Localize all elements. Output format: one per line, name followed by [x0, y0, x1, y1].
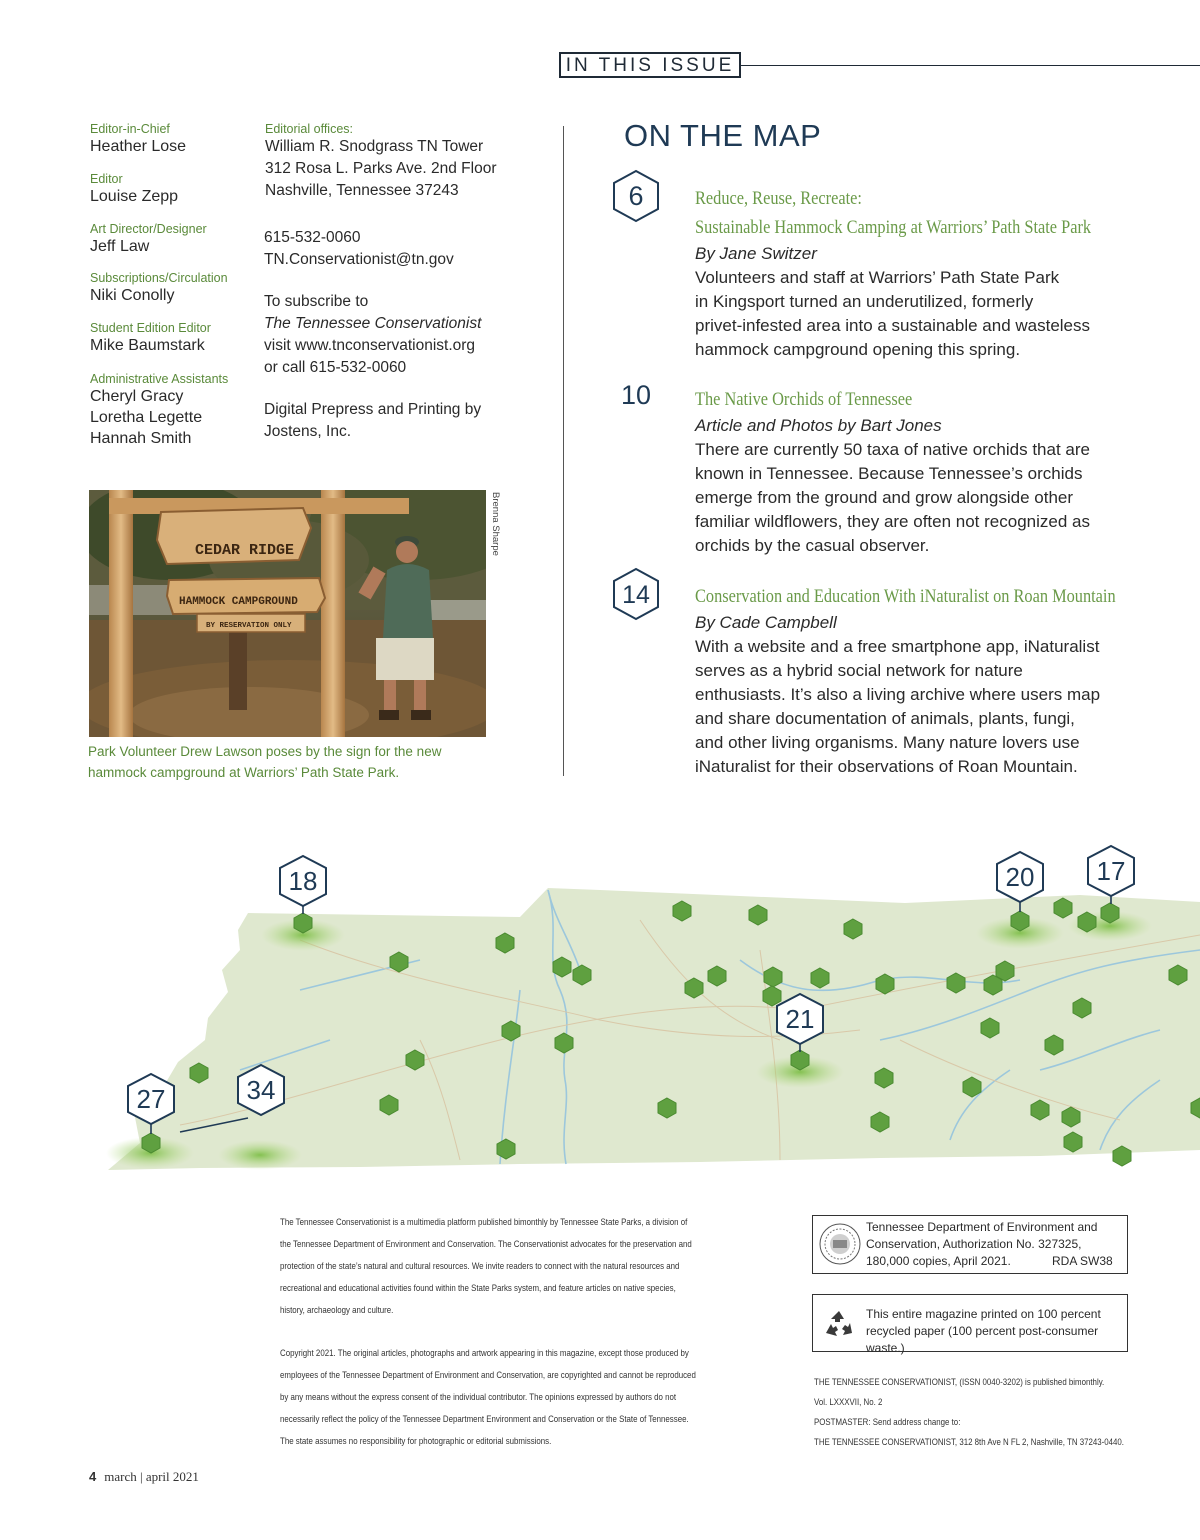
printing-line: Digital Prepress and Printing by: [264, 401, 482, 418]
tdec-line: Conservation, Authorization No. 327325,: [866, 1237, 1082, 1251]
article-byline: By Cade Campbell: [695, 613, 837, 632]
folio-page-number: 4: [89, 1469, 97, 1484]
staff-name: Niki Conolly: [90, 287, 175, 304]
recycled-paper-box: [812, 1294, 1128, 1355]
legal-line: by any means without the express consent of the individual contributor. The opinions expressed by authors do not: [280, 1392, 677, 1403]
sign-text: HAMMOCK CAMPGROUND: [179, 596, 298, 608]
marker-label: 21: [785, 1004, 815, 1034]
article-body-line: known in Tennessee. Because Tennessee’s orchids: [695, 464, 1083, 483]
page-number: 14: [622, 581, 650, 609]
copyright-statement: [280, 1343, 781, 1453]
marker-label: 18: [288, 866, 318, 896]
article-title: Reduce, Reuse, Recreate:: [695, 188, 862, 209]
tennessee-seal-icon: [819, 1223, 861, 1269]
masthead-staff: [90, 122, 186, 157]
marker-label: 34: [246, 1075, 276, 1105]
article-title: The Native Orchids of Tennessee: [695, 389, 913, 410]
page-folio: [89, 1469, 199, 1485]
staff-role: Student Edition Editor: [90, 321, 211, 335]
article-body-line: emerge from the ground and grow alongside other: [695, 488, 1074, 507]
sign-text: BY RESERVATION ONLY: [206, 622, 292, 630]
marker-label: 20: [1005, 862, 1035, 892]
article-body-line: familiar wildflowers, they are often not recognized as: [695, 512, 1090, 531]
article-byline: By Jane Switzer: [695, 244, 817, 263]
marker-label: 17: [1096, 856, 1126, 886]
legal-line: Copyright 2021. The original articles, photographs and artwork appearing in this magazine, except those produced by: [280, 1348, 689, 1359]
staff-role: Subscriptions/Circulation: [90, 271, 228, 285]
staff-name: Cheryl Gracy: [90, 388, 184, 405]
legal-line: The state assumes no responsibility for photographic or editorial submissions.: [280, 1436, 552, 1447]
page-number: 10: [621, 380, 652, 410]
caption-line: Park Volunteer Drew Lawson poses by the sign for the new: [88, 744, 442, 759]
staff-role: Administrative Assistants: [90, 372, 229, 386]
article-body-line: Volunteers and staff at Warriors’ Path State Park: [695, 268, 1060, 287]
staff-name: Jeff Law: [90, 238, 150, 255]
tennessee-map: [0, 840, 1200, 1180]
recycle-icon: [823, 1308, 855, 1344]
page-number: 6: [628, 181, 644, 211]
article-body-line: There are currently 50 taxa of native orchids that are: [695, 440, 1090, 459]
photo-credit: Brenna Sharpe: [490, 492, 501, 556]
map-marker-34: [238, 1065, 284, 1115]
marker-label: 27: [136, 1084, 166, 1114]
magazine-name: The Tennessee Conservationist: [264, 315, 482, 332]
article-title: Conservation and Education With iNaturalist on Roan Mountain: [695, 586, 1116, 607]
caption-line: hammock campground at Warriors’ Path State Park.: [88, 765, 400, 780]
address-line: 312 Rosa L. Parks Ave. 2nd Floor: [265, 160, 497, 177]
postmaster-line: Vol. LXXXVII, No. 2: [814, 1397, 883, 1408]
article-body-line: hammock campground opening this spring.: [695, 340, 1021, 359]
legal-line: history, archaeology and culture.: [280, 1305, 394, 1316]
sign-text: CEDAR RIDGE: [195, 542, 295, 559]
legal-line: recreational and educational activities found within the State Parks system, and feature articles on native species,: [280, 1283, 676, 1294]
legal-line: protection of the state’s natural and cultural resources. We invite readers to connect with the natural resources and: [280, 1261, 680, 1272]
legal-line: The Tennessee Conservationist is a multimedia platform published bimonthly by Tennessee State Parks, a division of: [280, 1217, 688, 1228]
postmaster-line: THE TENNESSEE CONSERVATIONIST, 312 8th Ave N FL 2, Nashville, TN 37243-0440.: [814, 1437, 1124, 1448]
article-body-line: privet-infested area into a sustainable and wasteless: [695, 316, 1091, 335]
article-body-line: With a website and a free smartphone app, iNaturalist: [695, 637, 1100, 656]
page-badge-hexagon: [611, 567, 661, 625]
photo-caption: [88, 741, 488, 783]
article-body-line: in Kingsport turned an underutilized, formerly: [695, 292, 1034, 311]
article-entry: [695, 184, 1156, 362]
recycled-line: This entire magazine printed on 100 percent: [866, 1307, 1101, 1321]
printing-line: Jostens, Inc.: [264, 423, 352, 440]
staff-name: Hannah Smith: [90, 430, 192, 447]
address-line: William R. Snodgrass TN Tower: [265, 138, 484, 155]
subscribe-line: To subscribe to: [264, 293, 369, 310]
article-byline: Article and Photos by Bart Jones: [695, 416, 942, 435]
map-marker-17: [1088, 846, 1134, 904]
column-divider: [563, 126, 564, 776]
postmaster-statement: [814, 1373, 1187, 1453]
legal-line: necessarily reflect the policy of the Tennessee Department Environment and Conservation or the State of Tennessee.: [280, 1414, 689, 1425]
page-badge-hexagon: [611, 169, 661, 227]
staff-name: Loretha Legette: [90, 409, 203, 426]
staff-name: Heather Lose: [90, 138, 187, 155]
offices-label: Editorial offices:: [265, 122, 354, 136]
section-label: IN THIS ISSUE: [559, 52, 741, 78]
phone-number: 615-532-0060: [264, 229, 361, 246]
legal-line: the Tennessee Department of Environment and Conservation. The Conservationist advocates for the preservation and: [280, 1239, 692, 1250]
article-body-line: and share documentation of animals, plants, fungi,: [695, 709, 1075, 728]
map-marker-18: [280, 856, 326, 914]
recycled-line: recycled paper (100 percent post-consumer waste.): [866, 1324, 1099, 1355]
staff-name: Mike Baumstark: [90, 337, 205, 354]
tdec-line: Tennessee Department of Environment and: [866, 1220, 1098, 1234]
masthead-offices: [265, 122, 497, 202]
postmaster-line: THE TENNESSEE CONSERVATIONIST, (ISSN 0040-3202) is published bimonthly.: [814, 1377, 1105, 1388]
article-entry: [695, 385, 1090, 558]
postmaster-line: POSTMASTER: Send address change to:: [814, 1417, 961, 1428]
publication-statement: [280, 1212, 776, 1322]
legal-line: employees of the Tennessee Department of Environment and Conservation, are copyrighted and cannot be reproduced: [280, 1370, 696, 1381]
article-entry: [695, 582, 1184, 779]
staff-name: Louise Zepp: [90, 188, 179, 205]
article-body-line: and other living organisms. Many nature lovers use: [695, 733, 1080, 752]
campground-photo: [89, 490, 486, 737]
article-body-line: iNaturalist for their observations of Roan Mountain.: [695, 757, 1078, 776]
tdec-line: 180,000 copies, April 2021.: [866, 1254, 1011, 1268]
staff-role: Art Director/Designer: [90, 222, 207, 236]
article-title: Sustainable Hammock Camping at Warriors’ Path State Park: [695, 217, 1092, 238]
header-rule: [741, 65, 1200, 66]
rda-code: RDA SW38: [1052, 1254, 1113, 1268]
email-address: TN.Conservationist@tn.gov: [264, 251, 454, 268]
tdec-authorization-box: [812, 1215, 1128, 1274]
subscribe-phone: or call 615-532-0060: [264, 359, 407, 376]
article-body-line: orchids by the casual observer.: [695, 536, 930, 555]
staff-role: Editor: [90, 172, 123, 186]
folio-issue: march | april 2021: [104, 1469, 199, 1484]
on-the-map-title: ON THE MAP: [624, 118, 822, 153]
subscribe-url: visit www.tnconservationist.org: [264, 337, 476, 354]
article-body-line: serves as a hybrid social network for nature: [695, 661, 1023, 680]
staff-role: Editor-in-Chief: [90, 122, 170, 136]
address-line: Nashville, Tennessee 37243: [265, 182, 459, 199]
article-body-line: enthusiasts. It’s also a living archive where users map: [695, 685, 1101, 704]
